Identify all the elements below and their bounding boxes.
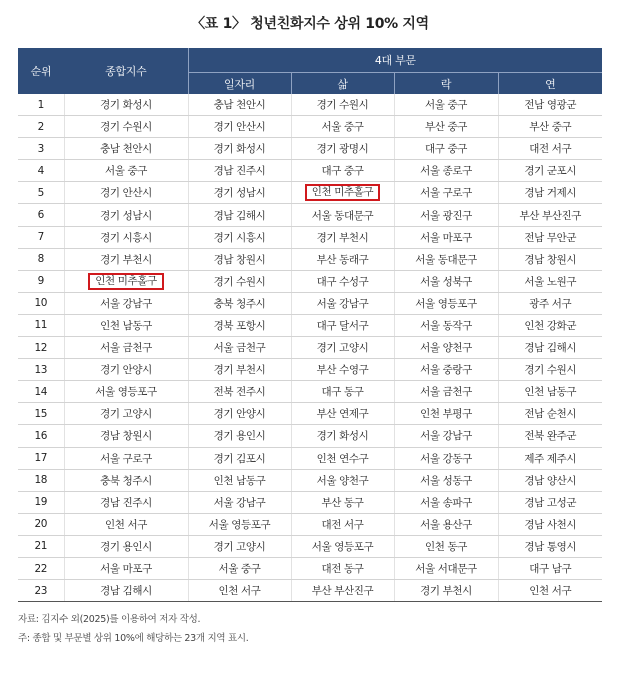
region-cell: 부산 동래구: [291, 248, 394, 270]
region-cell: 서울 송파구: [394, 491, 498, 513]
region-cell: 전북 전주시: [188, 381, 291, 403]
table-row: [18, 138, 602, 160]
region-cell: 광주 서구: [498, 292, 602, 314]
region-cell: 대전 동구: [291, 557, 394, 579]
header-connection: 연: [498, 73, 602, 95]
region-cell: 서울 중구: [291, 116, 394, 138]
table-row: [18, 447, 602, 469]
region-cell: 경남 양산시: [498, 469, 602, 491]
region-cell: 서울 강남구: [64, 292, 188, 314]
rank-cell: 19: [18, 491, 64, 513]
region-cell: 인천 서구: [64, 513, 188, 535]
region-cell: 서울 서대문구: [394, 557, 498, 579]
header-composite: 종합지수: [64, 48, 188, 94]
region-cell: 서울 구로구: [64, 447, 188, 469]
region-cell: 서울 양천구: [291, 469, 394, 491]
region-cell: 경기 수원시: [188, 270, 291, 292]
region-cell: 대구 수성구: [291, 270, 394, 292]
region-cell: 경기 안산시: [64, 182, 188, 204]
table-row: [18, 204, 602, 226]
region-cell: 서울 강남구: [188, 491, 291, 513]
table-row: [18, 513, 602, 535]
table-row: [18, 94, 602, 116]
region-cell: 경기 화성시: [291, 425, 394, 447]
table-row: [18, 381, 602, 403]
region-cell: 서울 중구: [188, 557, 291, 579]
region-cell: 제주 제주시: [498, 447, 602, 469]
rank-cell: 16: [18, 425, 64, 447]
region-cell: 서울 동대문구: [291, 204, 394, 226]
table-row: [18, 469, 602, 491]
region-cell: 부산 수영구: [291, 359, 394, 381]
region-cell: 경기 안산시: [188, 116, 291, 138]
region-cell: 서울 동대문구: [394, 248, 498, 270]
region-cell: 경기 부천시: [291, 226, 394, 248]
region-cell: 서울 강남구: [291, 292, 394, 314]
region-cell: 서울 마포구: [394, 226, 498, 248]
region-cell: 인천 서구: [188, 580, 291, 602]
region-cell: 대구 동구: [291, 381, 394, 403]
region-cell: 부산 중구: [498, 116, 602, 138]
region-cell: 경기 용인시: [64, 535, 188, 557]
region-cell: 서울 금천구: [188, 337, 291, 359]
rank-cell: 3: [18, 138, 64, 160]
table-body: [18, 94, 602, 602]
table-row: [18, 116, 602, 138]
table-title: 〈표 1〉 청년친화지수 상위 10% 지역: [191, 16, 429, 32]
rank-cell: 11: [18, 314, 64, 336]
region-cell: 전남 영광군: [498, 94, 602, 116]
region-cell: 경기 고양시: [188, 535, 291, 557]
region-cell: [291, 182, 394, 204]
region-cell: 서울 종로구: [394, 160, 498, 182]
header-leisure: 락: [394, 73, 498, 95]
table-row: [18, 270, 602, 292]
footnote: 주: 종합 및 부문별 상위 10%에 해당하는 23개 지역 표시.: [18, 633, 249, 645]
region-cell: 경기 화성시: [64, 94, 188, 116]
region-cell: 서울 중구: [394, 94, 498, 116]
region-cell: 서울 금천구: [394, 381, 498, 403]
region-cell: 인천 부평구: [394, 403, 498, 425]
rank-cell: 15: [18, 403, 64, 425]
region-cell: 인천 강화군: [498, 314, 602, 336]
region-cell: 경남 고성군: [498, 491, 602, 513]
region-cell: 서울 영등포구: [394, 292, 498, 314]
region-cell: 경기 화성시: [188, 138, 291, 160]
region-cell: 전남 순천시: [498, 403, 602, 425]
rank-cell: 6: [18, 204, 64, 226]
table-row: [18, 359, 602, 381]
region-cell: 부산 부산진구: [291, 580, 394, 602]
highlighted-region: 인천 미추홀구: [305, 184, 380, 201]
region-cell: 충남 천안시: [64, 138, 188, 160]
region-cell: 경남 김해시: [64, 580, 188, 602]
region-cell: 경기 시흥시: [64, 226, 188, 248]
region-cell: 인천 동구: [394, 535, 498, 557]
table-notes: [18, 610, 620, 648]
rank-cell: 5: [18, 182, 64, 204]
region-cell: 서울 강남구: [394, 425, 498, 447]
region-cell: 경남 창원시: [498, 248, 602, 270]
rank-cell: 12: [18, 337, 64, 359]
region-cell: 인천 연수구: [291, 447, 394, 469]
region-cell: 인천 남동구: [498, 381, 602, 403]
region-cell: 경기 성남시: [188, 182, 291, 204]
region-cell: 경기 용인시: [188, 425, 291, 447]
region-cell: 서울 마포구: [64, 557, 188, 579]
region-cell: 대전 서구: [498, 138, 602, 160]
rank-cell: 20: [18, 513, 64, 535]
region-cell: 전북 완주군: [498, 425, 602, 447]
region-cell: 서울 성북구: [394, 270, 498, 292]
region-cell: 대구 중구: [394, 138, 498, 160]
rank-cell: 17: [18, 447, 64, 469]
region-cell: 경남 사천시: [498, 513, 602, 535]
region-cell: 부산 동구: [291, 491, 394, 513]
region-cell: [64, 270, 188, 292]
table-row: [18, 160, 602, 182]
region-cell: 경기 안양시: [188, 403, 291, 425]
region-cell: 경북 포항시: [188, 314, 291, 336]
region-cell: 서울 노원구: [498, 270, 602, 292]
rank-cell: 14: [18, 381, 64, 403]
rank-cell: 23: [18, 580, 64, 602]
table-row: [18, 557, 602, 579]
region-cell: 서울 양천구: [394, 337, 498, 359]
region-cell: 경남 거제시: [498, 182, 602, 204]
region-cell: 대전 서구: [291, 513, 394, 535]
region-cell: 부산 연제구: [291, 403, 394, 425]
region-cell: 경기 김포시: [188, 447, 291, 469]
header-jobs: 일자리: [188, 73, 291, 95]
table-row: [18, 226, 602, 248]
region-cell: 충북 청주시: [64, 469, 188, 491]
header-rank: 순위: [18, 48, 64, 94]
region-cell: 서울 중구: [64, 160, 188, 182]
region-cell: 경기 수원시: [64, 116, 188, 138]
region-cell: 서울 용산구: [394, 513, 498, 535]
region-cell: 경기 수원시: [291, 94, 394, 116]
rank-cell: 18: [18, 469, 64, 491]
region-cell: 서울 구로구: [394, 182, 498, 204]
region-cell: 서울 금천구: [64, 337, 188, 359]
region-cell: 경기 시흥시: [188, 226, 291, 248]
region-cell: 경기 안양시: [64, 359, 188, 381]
highlighted-region: 인천 미추홀구: [88, 273, 163, 290]
region-cell: 경기 군포시: [498, 160, 602, 182]
rank-cell: 7: [18, 226, 64, 248]
region-cell: 부산 중구: [394, 116, 498, 138]
region-cell: 서울 강동구: [394, 447, 498, 469]
region-cell: 서울 광진구: [394, 204, 498, 226]
region-cell: 경기 부천시: [394, 580, 498, 602]
table-row: [18, 580, 602, 602]
rank-cell: 4: [18, 160, 64, 182]
table-row: [18, 403, 602, 425]
table-row: [18, 337, 602, 359]
table-row: [18, 292, 602, 314]
region-cell: 서울 동작구: [394, 314, 498, 336]
region-cell: 인천 서구: [498, 580, 602, 602]
table-row: [18, 248, 602, 270]
region-cell: 대구 달서구: [291, 314, 394, 336]
region-cell: 서울 영등포구: [64, 381, 188, 403]
region-cell: 충북 청주시: [188, 292, 291, 314]
table-row: [18, 314, 602, 336]
region-cell: 경기 부천시: [188, 359, 291, 381]
region-cell: 서울 성동구: [394, 469, 498, 491]
table-row: [18, 535, 602, 557]
region-cell: 대구 중구: [291, 160, 394, 182]
rank-cell: 13: [18, 359, 64, 381]
source-note: 자료: 김지수 외(2025)를 이용하여 저자 작성.: [18, 614, 201, 626]
region-cell: 경남 김해시: [188, 204, 291, 226]
table-row: [18, 491, 602, 513]
rank-cell: 1: [18, 94, 64, 116]
region-cell: 경기 수원시: [498, 359, 602, 381]
region-cell: 대구 남구: [498, 557, 602, 579]
region-cell: 경기 고양시: [64, 403, 188, 425]
region-cell: 인천 남동구: [64, 314, 188, 336]
region-cell: 충남 천안시: [188, 94, 291, 116]
region-cell: 경남 진주시: [64, 491, 188, 513]
rank-cell: 10: [18, 292, 64, 314]
region-cell: 경남 김해시: [498, 337, 602, 359]
region-cell: 경기 성남시: [64, 204, 188, 226]
header-group: 4대 부문: [188, 48, 602, 73]
rank-cell: 2: [18, 116, 64, 138]
region-cell: 경남 창원시: [64, 425, 188, 447]
region-cell: 서울 중랑구: [394, 359, 498, 381]
region-cell: 경기 광명시: [291, 138, 394, 160]
header-life: 삶: [291, 73, 394, 95]
rank-cell: 9: [18, 270, 64, 292]
region-cell: 경남 통영시: [498, 535, 602, 557]
region-cell: 서울 영등포구: [291, 535, 394, 557]
region-cell: 전남 무안군: [498, 226, 602, 248]
region-cell: 부산 부산진구: [498, 204, 602, 226]
region-cell: 경기 부천시: [64, 248, 188, 270]
rank-cell: 8: [18, 248, 64, 270]
table-row: [18, 425, 602, 447]
rank-cell: 21: [18, 535, 64, 557]
rank-cell: 22: [18, 557, 64, 579]
region-cell: 경기 고양시: [291, 337, 394, 359]
table-row: [18, 182, 602, 204]
region-cell: 서울 영등포구: [188, 513, 291, 535]
region-cell: 경남 진주시: [188, 160, 291, 182]
region-cell: 경남 창원시: [188, 248, 291, 270]
region-cell: 인천 남동구: [188, 469, 291, 491]
ranking-table: [18, 48, 602, 602]
